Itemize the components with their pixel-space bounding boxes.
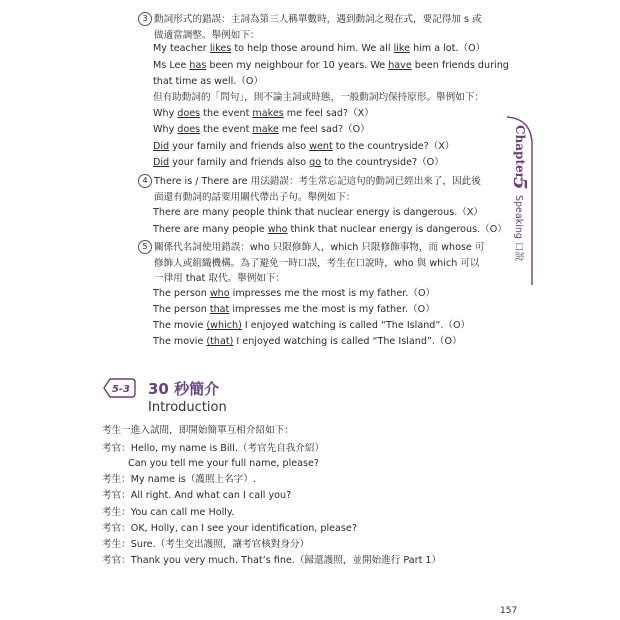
speaker-label: 考官：	[102, 490, 131, 501]
page-number: 157	[500, 606, 518, 616]
example-sentence	[153, 318, 470, 333]
dialogue-text: Hello, my name is Bill.（考官先自我介紹）	[130, 443, 325, 454]
item-number: 4	[138, 174, 152, 188]
dialogue-line	[102, 553, 441, 568]
sentence-text: Ms Lee	[153, 60, 190, 71]
sentence-text: the event	[200, 124, 253, 135]
example-sentence	[153, 122, 370, 137]
underlined-word: (that)	[206, 336, 234, 347]
sentence-text: him a lot.（O）	[410, 43, 486, 54]
example-sentence	[153, 222, 507, 237]
underlined-word: has	[189, 60, 207, 71]
sentence-text: impresses me the most is my father.（O）	[229, 288, 436, 299]
underlined-word: have	[388, 60, 412, 71]
speaker-label: 考官：	[102, 443, 131, 454]
underlined-word: likes	[209, 43, 232, 54]
chapter-title: Speaking 口說	[513, 195, 524, 261]
underlined-word: who	[209, 288, 230, 299]
underlined-word: does	[177, 108, 201, 119]
sentence-text: I enjoyed watching is called “The Island”.（O）	[233, 336, 462, 347]
dialogue-line	[102, 537, 309, 552]
section-subtitle: Introduction	[148, 400, 227, 415]
underlined-word: that	[209, 304, 230, 315]
sentence-text: Why	[153, 124, 178, 135]
sentence-text: your family and friends also	[169, 157, 310, 168]
speaker-label: 考官：	[102, 523, 131, 534]
sentence-text: been my neighbour for 10 years. We	[206, 60, 389, 71]
underlined-word: makes	[252, 108, 284, 119]
underlined-word: make	[252, 124, 279, 135]
item-number: 5	[138, 240, 152, 254]
sentence-text: The movie	[153, 336, 207, 347]
sentence-text: There are many people think that nuclear energy is dangerous.（X）	[153, 207, 484, 218]
underlined-word: like	[393, 43, 411, 54]
rule-text: 動詞形式的錯誤：主詞為第三人稱單數時，遇到動詞之現在式，要記得加 s 或做適當調整。舉例如下：	[154, 14, 482, 41]
rule-text: 關係代名詞使用錯誤：who 只限修飾人，which 只限修飾事物，而 whose 可修飾人或組織機構。為了避免一時口誤，考生在口說時，who 與 which 可以一律用 that 取代。舉例如下：	[154, 242, 485, 284]
rule-item-5	[138, 240, 488, 287]
sentence-text: to the countryside?（X）	[332, 141, 455, 152]
dialogue-line	[102, 472, 256, 487]
example-sentence	[153, 74, 263, 89]
speaker-label: 考生：	[102, 539, 131, 550]
item-number: 3	[138, 12, 152, 26]
speaker-label: 考官：	[102, 555, 131, 566]
dialogue-line	[102, 441, 324, 456]
rule-text: There is / There are 用法錯誤：考生常忘記這句的動詞已經出來了，因此後面還有動詞的話要用關代帶出子句。舉例如下：	[154, 176, 481, 203]
example-sentence	[153, 286, 435, 301]
chapter-side-tab	[505, 115, 535, 285]
sentence-text: impresses me the most is my father.（O）	[229, 304, 435, 315]
underlined-word: go	[309, 157, 322, 168]
example-sentence	[153, 139, 454, 154]
sentence-text: 但有助動詞的「問句」，則不論主詞或時態，一般動詞均保持原形。舉例如下：	[153, 92, 484, 103]
underlined-word: Did	[153, 141, 170, 152]
sentence-text: that time as well.（O）	[153, 76, 264, 87]
sentence-text: There are many people	[153, 224, 268, 235]
dialogue-text: Can you tell me your full name, please?	[128, 458, 320, 469]
dialogue-line	[102, 505, 234, 520]
example-sentence	[153, 205, 483, 220]
sentence-text: The person	[153, 288, 210, 299]
dialogue-line	[102, 488, 291, 503]
dialogue-text: You can call me Holly.	[130, 507, 235, 518]
underlined-word: went	[309, 141, 333, 152]
sentence-text: to help those around him. We all	[231, 43, 394, 54]
speaker-label: 考生：	[102, 507, 131, 518]
chapter-number: 5	[509, 177, 530, 190]
rule-item-3	[138, 12, 488, 43]
sentence-text: been friends during	[411, 60, 509, 71]
dialogue-line	[128, 456, 319, 471]
example-sentence	[153, 90, 484, 105]
example-sentence	[153, 302, 435, 317]
dialogue-text: OK, Holly, can I see your identification, please?	[130, 523, 357, 534]
sentence-text: the event	[200, 108, 253, 119]
sentence-text: The person	[153, 304, 210, 315]
dialogue-line	[102, 423, 294, 438]
sentence-text: me feel sad?（O）	[278, 124, 370, 135]
sentence-text: Why	[153, 108, 178, 119]
underlined-word: Did	[153, 157, 170, 168]
section-badge	[102, 378, 136, 398]
example-sentence	[153, 334, 462, 349]
sentence-text: My teacher	[153, 43, 210, 54]
sentence-text: your family and friends also	[169, 141, 310, 152]
section-badge-label: 5-3	[111, 384, 131, 395]
dialogue-line	[102, 521, 357, 536]
sentence-text: I enjoyed watching is called “The Island”.（O）	[241, 320, 471, 331]
dialogue-text: 考生一進入試間，即開始簡單互相介紹如下：	[102, 425, 294, 436]
dialogue-text: All right. And what can I call you?	[130, 490, 292, 501]
chapter-label: Chapter	[513, 125, 527, 179]
example-sentence	[153, 155, 444, 170]
section-title: 30 秒簡介	[148, 380, 220, 398]
example-sentence	[153, 106, 374, 121]
dialogue-text: Thank you very much. That’s fine.（歸還護照，並開始進行 Part 1）	[130, 555, 442, 566]
sentence-text: The movie	[153, 320, 207, 331]
sentence-text: think that nuclear energy is dangerous.（O）	[287, 224, 507, 235]
dialogue-text: My name is（護照上名字）.	[130, 474, 256, 485]
example-sentence	[153, 58, 509, 73]
underlined-word: does	[177, 124, 201, 135]
underlined-word: who	[267, 224, 288, 235]
sentence-text: me feel sad?（X）	[283, 108, 374, 119]
dialogue-text: Sure.（考生交出護照，讓考官核對身分）	[130, 539, 310, 550]
example-sentence	[153, 41, 485, 56]
rule-item-4	[138, 174, 488, 205]
underlined-word: (which)	[206, 320, 242, 331]
sentence-text: to the countryside?（O）	[321, 157, 444, 168]
speaker-label: 考生：	[102, 474, 131, 485]
